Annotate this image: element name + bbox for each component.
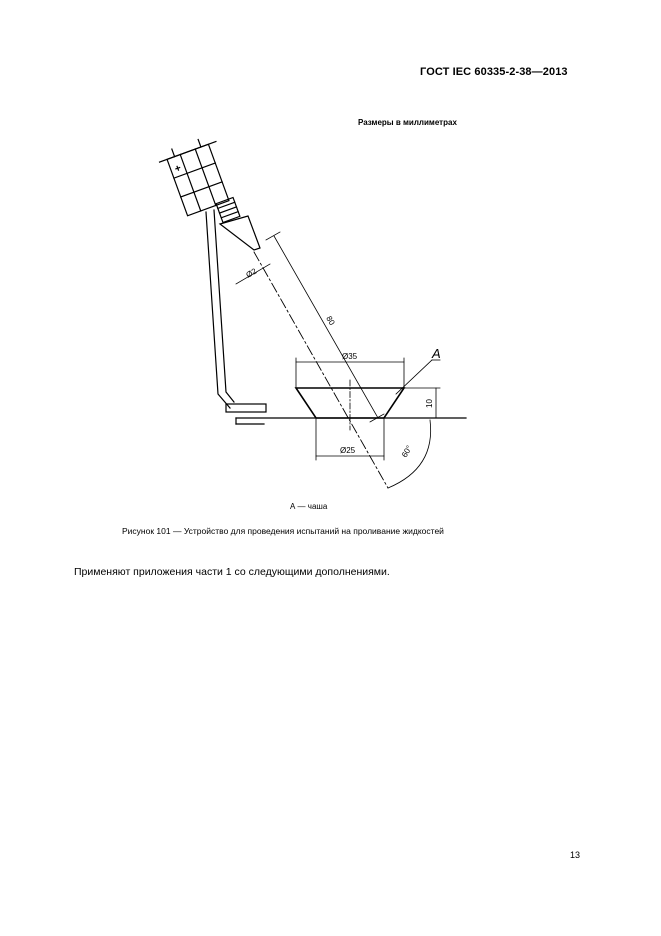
figure-legend: А — чаша (290, 502, 328, 511)
dim-nozzle-diameter: Ø2 (244, 266, 259, 280)
page-number: 13 (570, 850, 581, 860)
callout-label: A (432, 346, 441, 361)
dim-cup-top-diameter: Ø35 (342, 352, 358, 361)
dim-cup-height: 10 (425, 399, 434, 408)
support-rod (206, 210, 234, 408)
test-apparatus-drawing (140, 118, 480, 498)
standard-header: ГОСТ IEC 60335-2-38—2013 (420, 66, 568, 78)
jet-axis (254, 252, 388, 488)
body-paragraph: Применяют приложения части 1 со следующими дополнениями. (74, 566, 390, 578)
dim-cup-bottom-diameter: Ø25 (340, 446, 356, 455)
rod-foot (226, 404, 266, 412)
units-note: Размеры в миллиметрах (358, 118, 457, 127)
figure-caption: Рисунок 101 — Устройство для проведения испытаний на проливание жидкостей (122, 526, 444, 536)
dim-length: 80 (324, 314, 337, 327)
dim-angle: 60° (399, 444, 414, 459)
